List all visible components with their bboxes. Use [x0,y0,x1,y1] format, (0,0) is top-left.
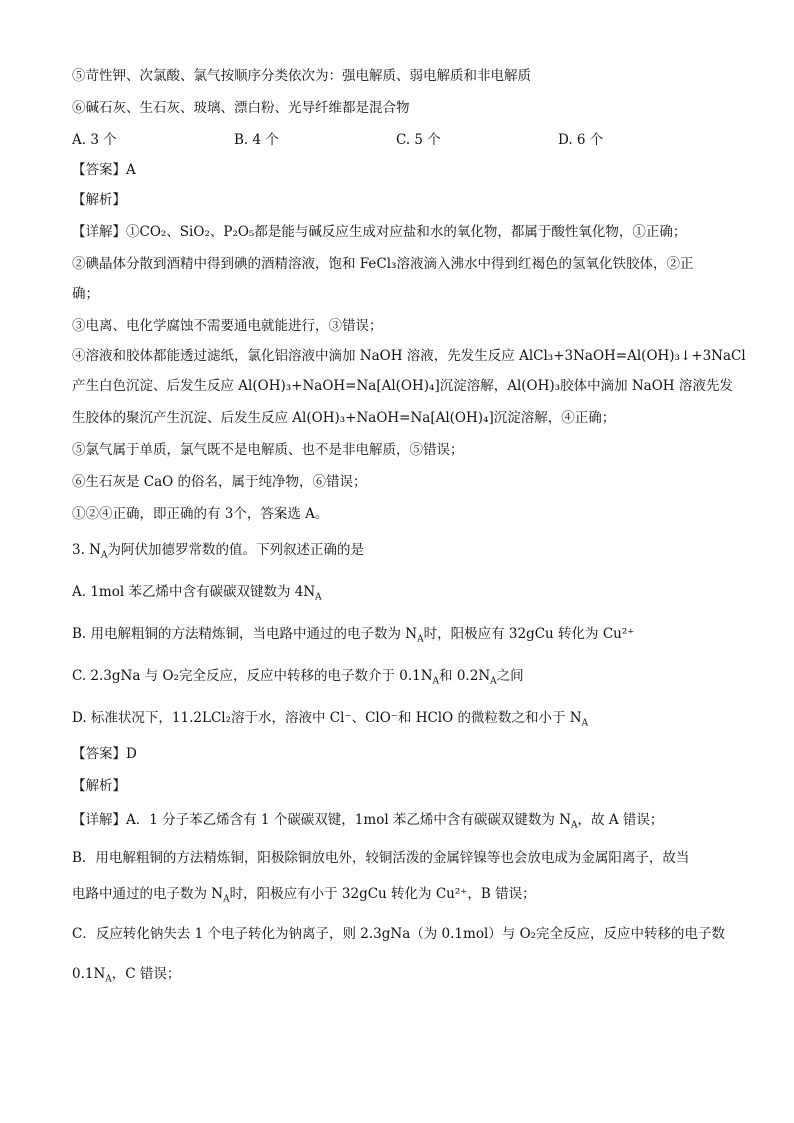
analysis-label: 【解析】 [72,778,126,794]
text-line: 电路中通过的电子数为 $N_A$时，阳极应有小于 32gCu 转化为 Cu²⁺，B 错误； [72,886,536,905]
answer-line: 【答案】A [72,162,136,178]
text-line: ⑤苛性钾、次氯酸、氯气按顺序分类依次为：强电解质、弱电解质和非电解质 [72,68,531,84]
answer-line: 【答案】D [72,746,137,762]
text-line: $0.1N_A$，C 错误； [72,966,181,985]
text-line: ⑥碱石灰、生石灰、玻璃、漂白粉、光导纤维都是混合物 [72,100,410,116]
question-3-stem: 3. $N_A$为阿伏加德罗常数的值。下列叙述正确的是 [72,542,364,561]
text-line: 确； [72,286,99,302]
text-line: ⑤氯气属于单质，氯气既不是电解质、也不是非电解质，⑤错误； [72,442,464,458]
text-line: 产生白色沉淀、后发生反应 Al(OH)₃+NaOH=Na[Al(OH)₄]沉淀溶解，Al(OH)₃胶体中滴加 NaOH 溶液先发 [72,378,733,394]
options-row [72,130,720,150]
text-line: ③电离、电化学腐蚀不需要通电就能进行，③错误； [72,318,383,334]
text-line: 生胶体的聚沉产生沉淀、后发生反应 Al(OH)₃+NaOH=Na[Al(OH)₄]沉淀溶解，④正确； [72,410,616,426]
option-c: C. 5 个 [396,132,441,148]
text-line: ②碘晶体分散到酒精中得到碘的酒精溶液，饱和 FeCl₃溶液滴入沸水中得到红褐色的氢氧化铁胶体，②正 [72,256,694,272]
text-line: C．反应转化钠失去 1 个电子转化为钠离子，则 2.3gNa（为 0.1mol）与 O₂完全反应，反应中转移的电子数 [72,926,726,942]
option-d: D. 6 个 [558,132,604,148]
text-line: ①②④正确，即正确的有 3个，答案选 A。 [72,506,329,522]
option-b: B. 4 个 [234,132,279,148]
option-a: A. 1mol 苯乙烯中含有碳碳双键数为 $4N_A$ [72,584,322,603]
text-line: B．用电解粗铜的方法精炼铜，阳极除铜放电外，较铜活泼的金属锌镍等也会放电成为金属阳离子，故当 [72,850,690,866]
option-c: C. 2.3gNa 与 O₂完全反应，反应中转移的电子数介于 $0.1N_A$和 $0.2N_A$之间 [72,668,524,687]
analysis-label: 【解析】 [72,192,126,208]
text-line: ⑥生石灰是 CaO 的俗名，属于纯净物，⑥错误； [72,474,367,490]
text-line: ④溶液和胶体都能透过滤纸，氯化铝溶液中滴加 NaOH 溶液，先发生反应 AlCl₃+3NaOH=Al(OH)₃↓+3NaCl [72,348,746,364]
option-a: A. 3 个 [72,132,117,148]
option-d: D. 标准状况下，11.2LCl₂溶于水，溶液中 Cl⁻、ClO⁻和 HClO 的微粒数之和小于 $N_A$ [72,710,589,729]
text-line: 【详解】A．1 分子苯乙烯含有 1 个碳碳双键，1mol 苯乙烯中含有碳碳双键数为 $N_A$，故 A 错误； [72,812,664,831]
option-b: B. 用电解粗铜的方法精炼铜，当电路中通过的电子数为 $N_A$时，阳极应有 32gCu 转化为 Cu²⁺ [72,626,635,645]
text-line: 【详解】①CO₂、SiO₂、P₂O₅都是能与碱反应生成对应盐和水的氧化物，都属于酸性氧化物，①正确； [72,224,687,240]
